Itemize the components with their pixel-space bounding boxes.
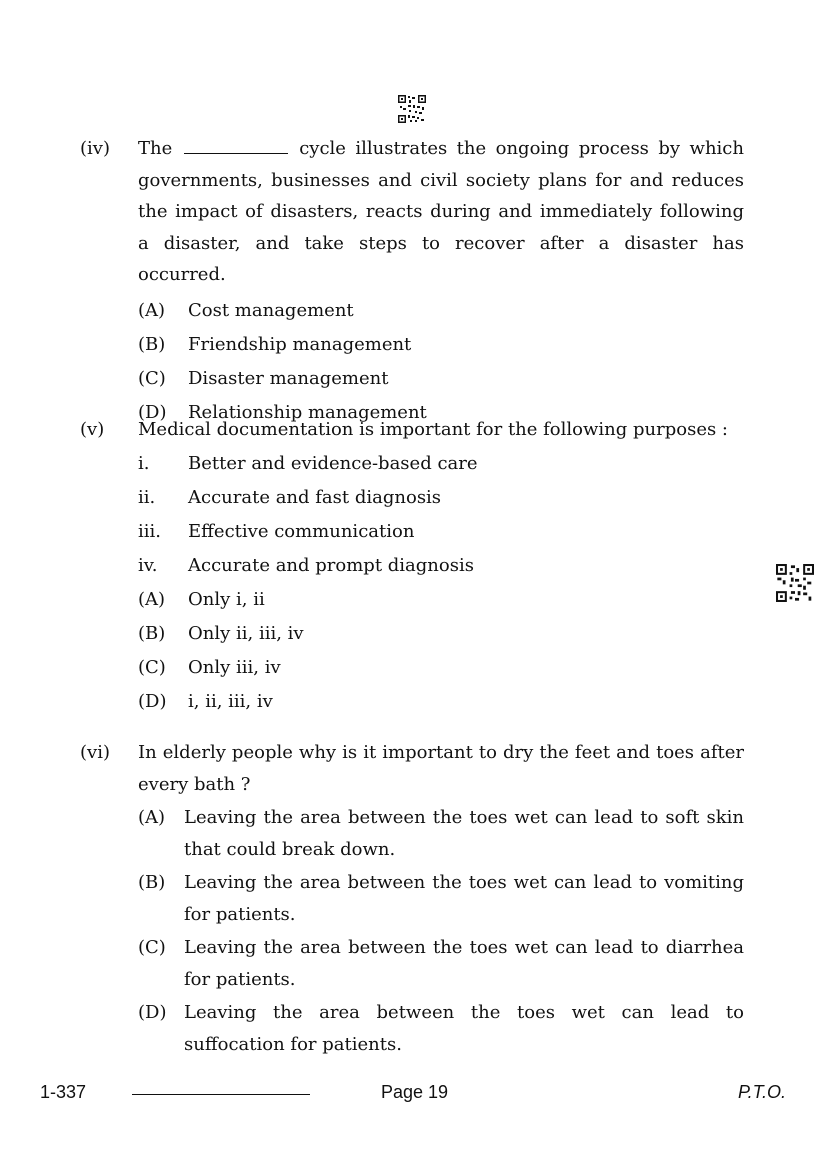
option-label: (A) [138, 807, 166, 828]
option-text: Leaving the area between the toes wet can lead to soft skin that could break down. [184, 807, 744, 860]
option-text: Only i, ii [188, 589, 265, 610]
statement-label: iii. [138, 521, 161, 542]
option-text: Only iii, iv [188, 657, 281, 678]
question-v [80, 413, 744, 719]
option-c [138, 932, 744, 995]
statement-iii [138, 515, 744, 549]
option-b [138, 867, 744, 930]
option-label: (C) [138, 657, 166, 678]
option-d [138, 685, 744, 719]
page-number: Page 19 [381, 1082, 449, 1102]
fill-in-blank [184, 139, 288, 154]
statement-label: iv. [138, 555, 158, 576]
statement-label: i. [138, 453, 150, 474]
pto-label: P.T.O. [738, 1082, 787, 1102]
statement-text: Accurate and fast diagnosis [188, 487, 442, 508]
qr-code-top [398, 95, 426, 123]
option-a [138, 583, 744, 617]
option-text: Leaving the area between the toes wet can lead to vomiting for patients. [184, 872, 744, 925]
question-text-rest: cycle illustrates the ongoing process by which governments, businesses and civil society plans for and reduces the impact of disasters, reacts during and immediately following a disaster, and take steps to recover after a disaster has occurred. [138, 138, 744, 285]
question-text-start: The [138, 138, 173, 159]
option-label: (B) [138, 333, 166, 355]
option-label: (D) [138, 1002, 167, 1023]
question-text: In elderly people why is it important to dry the feet and toes after every bath ? [138, 742, 744, 795]
option-c [138, 362, 744, 396]
option-label: (B) [138, 872, 166, 893]
option-label: (D) [138, 401, 167, 423]
option-text: Friendship management [188, 333, 412, 355]
option-text: Disaster management [188, 367, 389, 389]
question-iv [80, 133, 744, 430]
statement-iv [138, 549, 744, 583]
statement-text: Accurate and prompt diagnosis [188, 555, 474, 576]
question-text: Medical documentation is important for the following purposes : [138, 419, 728, 440]
question-vi [80, 737, 744, 1060]
option-b [138, 617, 744, 651]
statement-i [138, 447, 744, 481]
option-text: Only ii, iii, iv [188, 623, 304, 644]
option-label: (A) [138, 589, 166, 610]
option-label: (C) [138, 367, 166, 389]
option-a [138, 802, 744, 865]
option-text: Leaving the area between the toes wet can lead to diarrhea for patients. [184, 937, 744, 990]
option-label: (C) [138, 937, 166, 958]
statement-text: Better and evidence-based care [188, 453, 478, 474]
statement-ii [138, 481, 744, 515]
question-text [138, 133, 744, 291]
option-a [138, 294, 744, 328]
option-b [138, 328, 744, 362]
option-text: Relationship management [188, 401, 427, 423]
option-d [138, 997, 744, 1060]
option-text: Cost management [188, 299, 354, 321]
option-label: (D) [138, 691, 167, 712]
question-number: (v) [80, 419, 105, 440]
qr-code-side [776, 564, 814, 602]
footer-rule [132, 1094, 310, 1095]
paper-code: 1-337 [40, 1082, 87, 1102]
option-text: i, ii, iii, iv [188, 691, 273, 712]
option-c [138, 651, 744, 685]
statement-label: ii. [138, 487, 156, 508]
question-number: (iv) [80, 138, 110, 159]
option-label: (B) [138, 623, 166, 644]
statement-text: Effective communication [188, 521, 415, 542]
option-text: Leaving the area between the toes wet can lead to suffocation for patients. [184, 1002, 744, 1055]
question-number: (vi) [80, 742, 110, 763]
option-label: (A) [138, 299, 166, 321]
page-footer [0, 1078, 827, 1108]
